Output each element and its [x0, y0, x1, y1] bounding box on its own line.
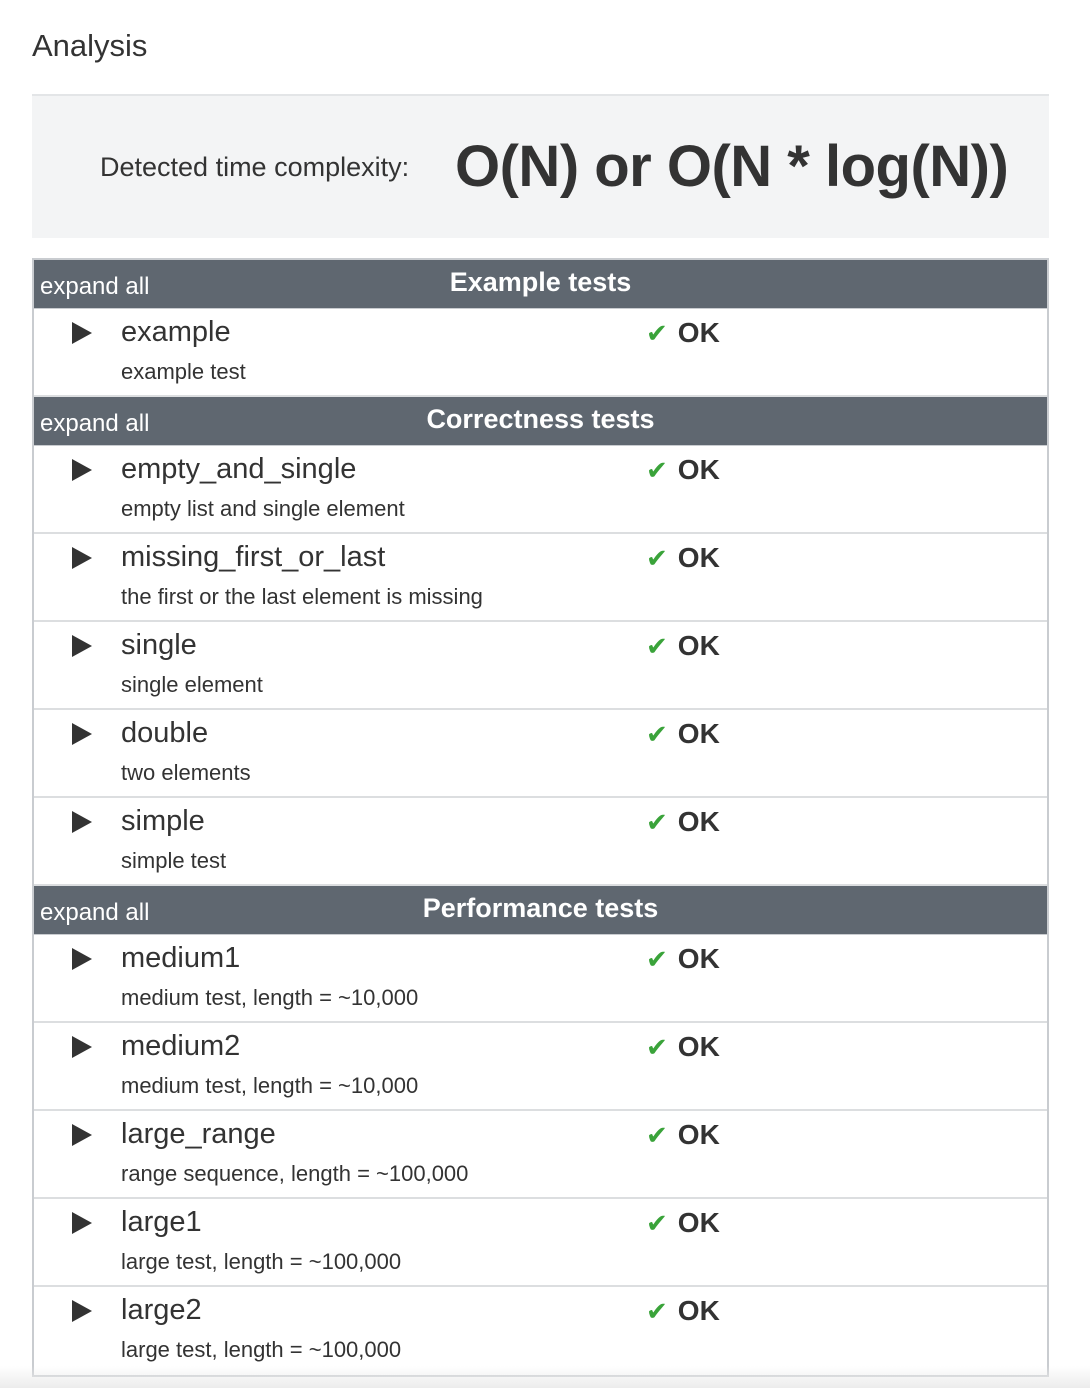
test-description: example test — [121, 359, 246, 384]
test-row[interactable] — [34, 1023, 1047, 1111]
expand-triangle-icon[interactable] — [72, 948, 92, 970]
status-text: OK — [677, 454, 720, 485]
expand-triangle-icon[interactable] — [72, 811, 92, 833]
test-name: large_range — [121, 1118, 276, 1150]
test-row[interactable] — [34, 1199, 1047, 1287]
check-icon: ✔ — [646, 543, 668, 573]
test-description: large test, length = ~100,000 — [121, 1249, 402, 1274]
test-name: large2 — [121, 1294, 202, 1326]
test-status — [646, 317, 720, 349]
test-description: medium test, length = ~10,000 — [121, 1073, 419, 1098]
test-status — [646, 806, 720, 838]
check-icon: ✔ — [646, 455, 668, 485]
expand-triangle-icon[interactable] — [72, 1300, 92, 1322]
test-description: empty list and single element — [121, 496, 405, 521]
test-description: two elements — [121, 760, 251, 785]
test-name: single — [121, 629, 197, 661]
test-description: the first or the last element is missing — [121, 584, 483, 609]
test-description: single element — [121, 672, 263, 697]
test-row[interactable] — [34, 534, 1047, 622]
status-text: OK — [677, 630, 720, 661]
status-text: OK — [677, 1295, 720, 1326]
status-text: OK — [677, 943, 720, 974]
group-header — [34, 260, 1047, 309]
test-name: medium2 — [121, 1030, 241, 1062]
status-text: OK — [677, 317, 720, 348]
group-title: Correctness tests — [426, 404, 655, 434]
expand-all-link[interactable]: expand all — [40, 273, 150, 300]
test-status — [646, 718, 720, 750]
test-row[interactable] — [34, 1111, 1047, 1199]
tests-table — [32, 258, 1049, 1377]
check-icon: ✔ — [646, 318, 668, 348]
expand-triangle-icon[interactable] — [72, 547, 92, 569]
group-title: Example tests — [449, 267, 632, 297]
test-name: simple — [121, 805, 205, 837]
test-status — [646, 1295, 720, 1327]
expand-triangle-icon[interactable] — [72, 1036, 92, 1058]
status-text: OK — [677, 1119, 720, 1150]
status-text: OK — [677, 718, 720, 749]
expand-triangle-icon[interactable] — [72, 322, 92, 344]
test-name: missing_first_or_last — [121, 541, 386, 573]
test-description: medium test, length = ~10,000 — [121, 985, 419, 1010]
test-row[interactable] — [34, 446, 1047, 534]
test-row[interactable] — [34, 798, 1047, 886]
test-name: medium1 — [121, 942, 241, 974]
status-text: OK — [677, 1031, 720, 1062]
test-row[interactable] — [34, 309, 1047, 397]
test-status — [646, 943, 720, 975]
expand-triangle-icon[interactable] — [72, 723, 92, 745]
test-row[interactable] — [34, 710, 1047, 798]
expand-triangle-icon[interactable] — [72, 1212, 92, 1234]
check-icon: ✔ — [646, 1208, 668, 1238]
check-icon: ✔ — [646, 944, 668, 974]
check-icon: ✔ — [646, 1296, 668, 1326]
complexity-value: O(N) or O(N * log(N)) — [455, 134, 1009, 199]
expand-triangle-icon[interactable] — [72, 635, 92, 657]
check-icon: ✔ — [646, 719, 668, 749]
test-name: empty_and_single — [121, 453, 357, 485]
test-row[interactable] — [34, 1287, 1047, 1375]
check-icon: ✔ — [646, 1120, 668, 1150]
group-header — [34, 886, 1047, 935]
check-icon: ✔ — [646, 631, 668, 661]
test-row[interactable] — [34, 622, 1047, 710]
test-description: range sequence, length = ~100,000 — [121, 1161, 469, 1186]
test-status — [646, 454, 720, 486]
check-icon: ✔ — [646, 807, 668, 837]
status-text: OK — [677, 542, 720, 573]
test-status — [646, 630, 720, 662]
complexity-label: Detected time complexity: — [100, 152, 410, 182]
expand-triangle-icon[interactable] — [72, 459, 92, 481]
group-title: Performance tests — [422, 893, 659, 923]
test-name: large1 — [121, 1206, 202, 1238]
status-text: OK — [677, 1207, 720, 1238]
expand-all-link[interactable]: expand all — [40, 410, 150, 437]
check-icon: ✔ — [646, 1032, 668, 1062]
status-text: OK — [677, 806, 720, 837]
complexity-panel — [32, 94, 1049, 238]
expand-all-link[interactable]: expand all — [40, 899, 150, 926]
test-row[interactable] — [34, 935, 1047, 1023]
test-status — [646, 542, 720, 574]
test-description: large test, length = ~100,000 — [121, 1337, 402, 1362]
page-title: Analysis — [32, 28, 148, 63]
test-status — [646, 1207, 720, 1239]
test-name: example — [121, 316, 231, 348]
bottom-fade — [0, 1366, 1090, 1388]
group-header — [34, 397, 1047, 446]
test-description: simple test — [121, 848, 227, 873]
test-name: double — [121, 717, 209, 749]
test-status — [646, 1031, 720, 1063]
test-status — [646, 1119, 720, 1151]
expand-triangle-icon[interactable] — [72, 1124, 92, 1146]
